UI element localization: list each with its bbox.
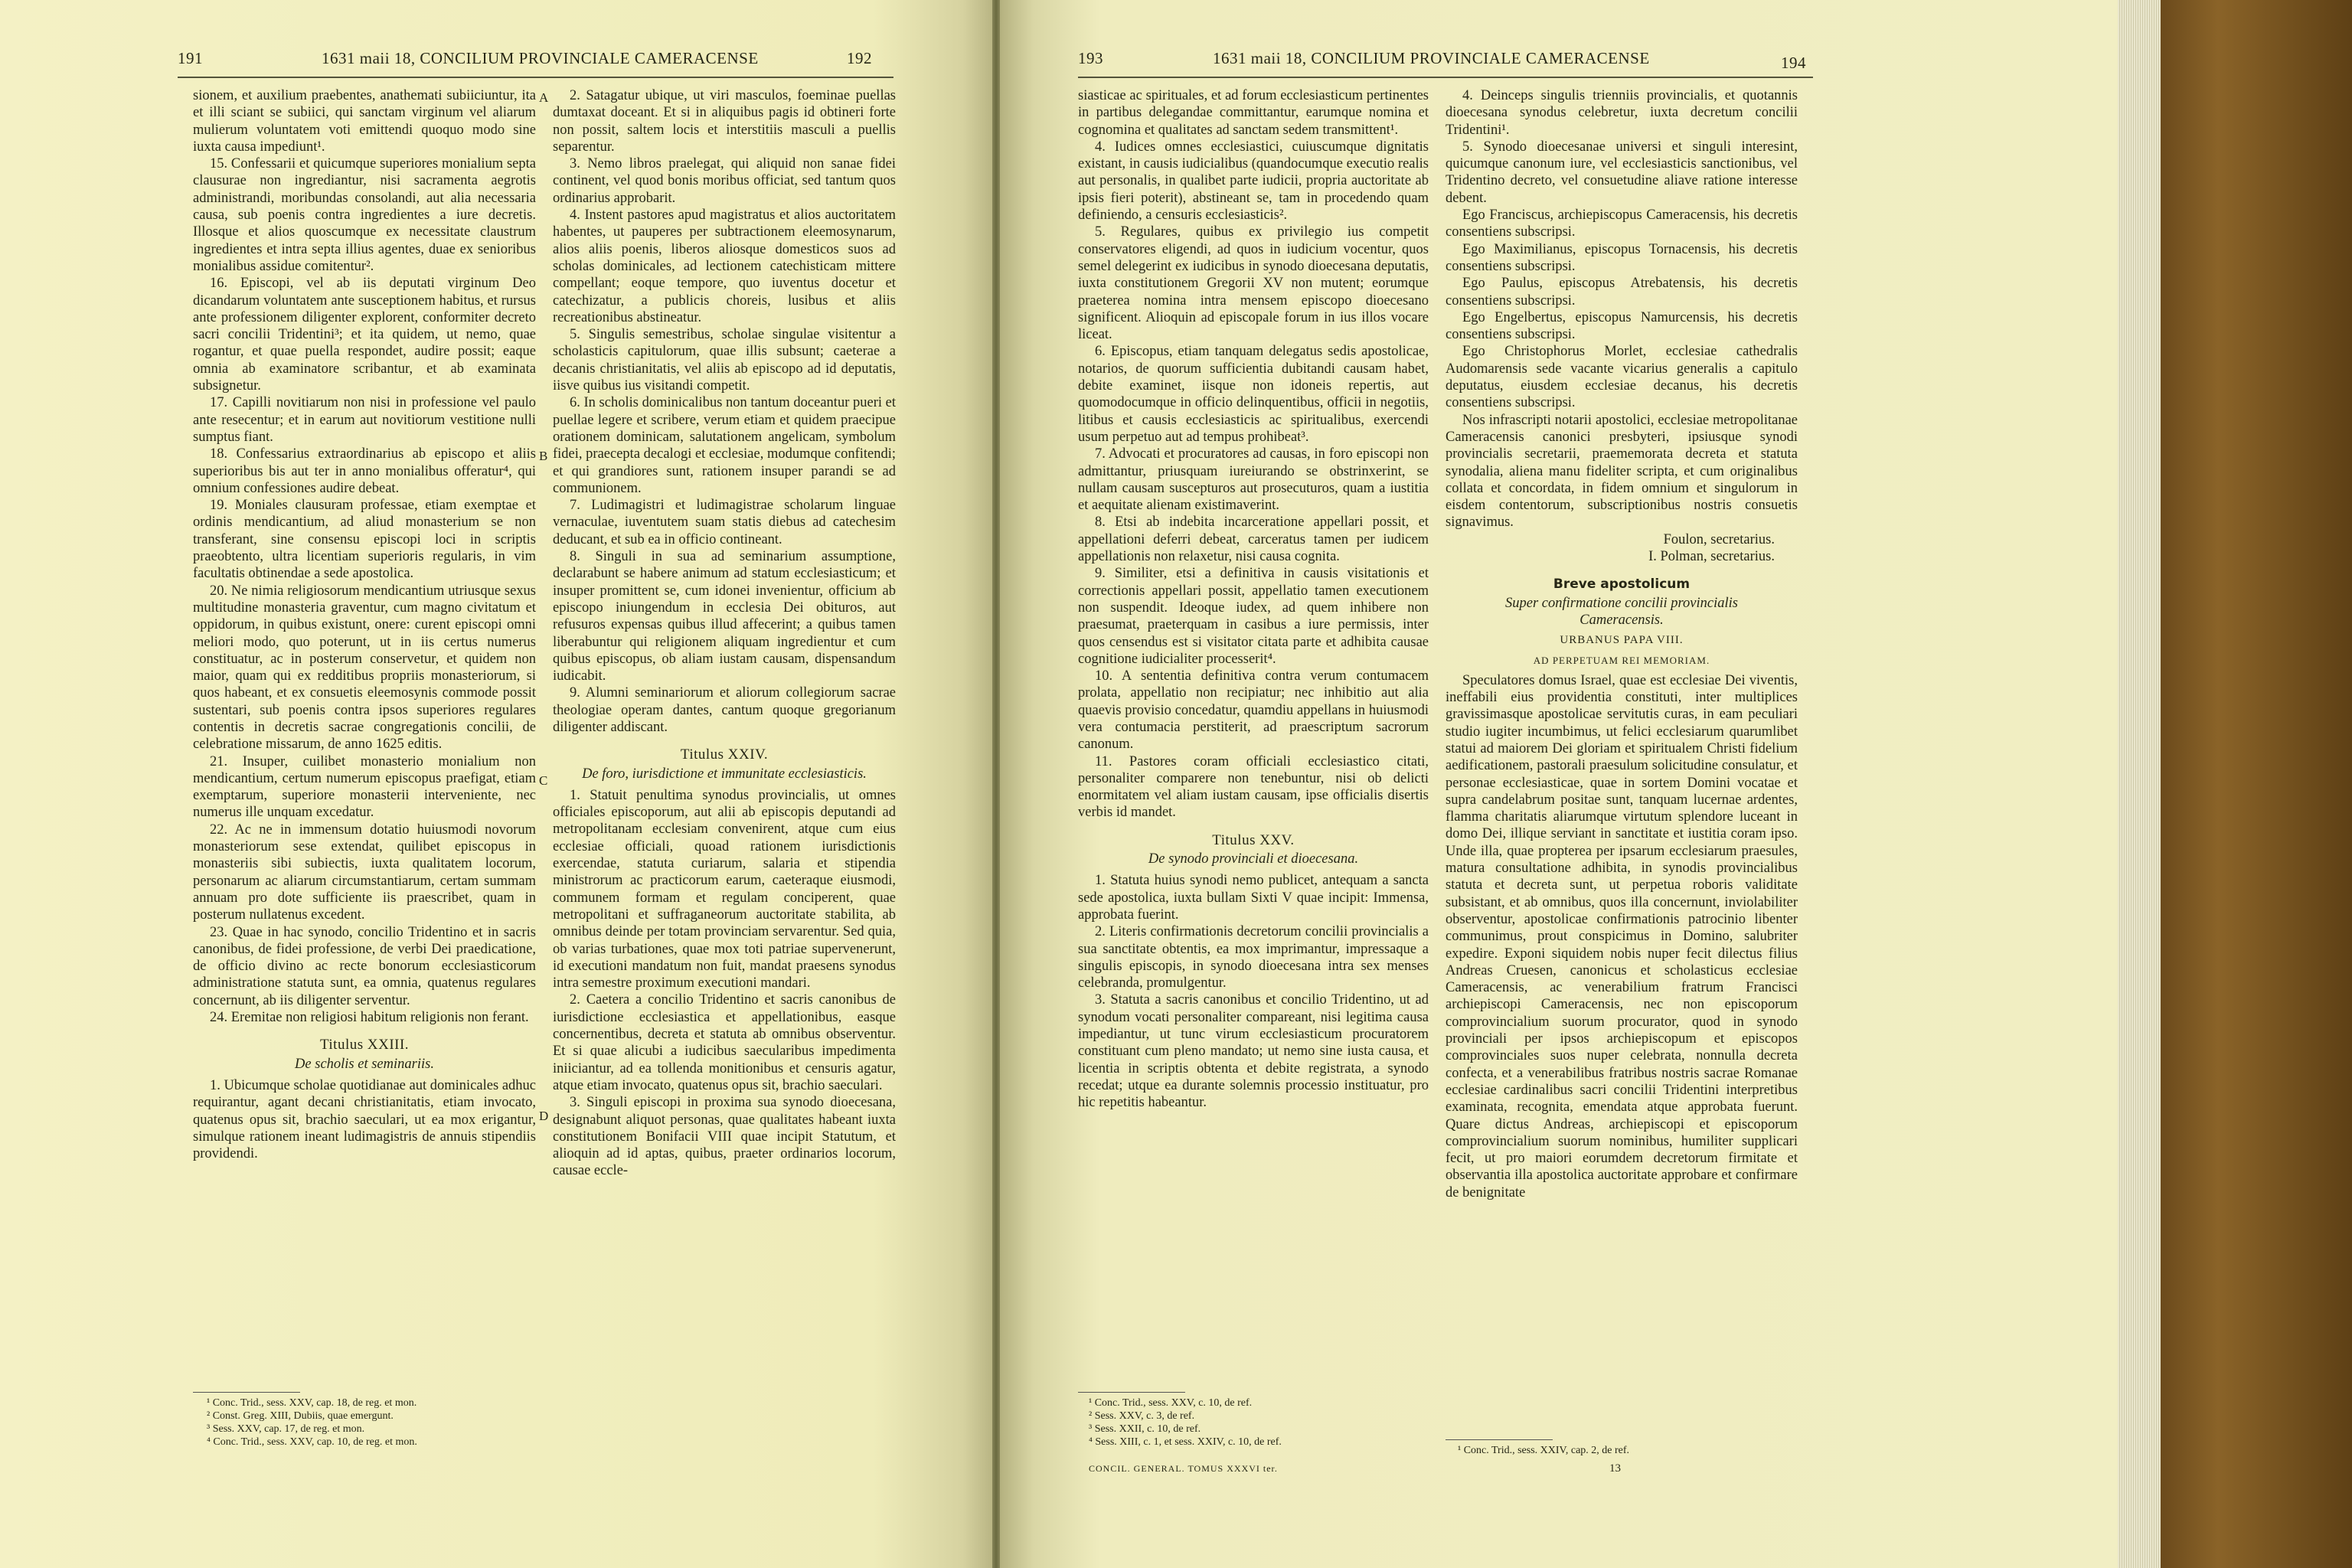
header-rule [178, 77, 893, 78]
footnote: ³ Sess. XXV, cap. 17, de reg. et mon. [207, 1423, 365, 1435]
footnote: ¹ Conc. Trid., sess. XXIV, cap. 2, de ref. [1458, 1445, 1630, 1456]
paragraph: Nos infrascripti notarii apostolici, ecclesiae metropolitanae Cameracensis canonici presbyteri, ipsiusque synodi provincialis secretarii, praememorata decreta et statuta synodalia, aliena manu fideliter scripta, et cum originalibus collata et concordata, in fidem omnium et singulorum in eisdem contentorum, subscriptionibus nostris consuetis signavimus. [1446, 412, 1798, 531]
margin-letter-b: B [539, 449, 548, 463]
paragraph: 4. Deinceps singulis trienniis provincialis, et quotannis dioecesana synodus celebretur, iuxta decretum concilii Tridentini¹. [1446, 88, 1798, 138]
paragraph: sionem, et auxilium praebentes, anathemati subiiciuntur, ita et illi sciant se subiici, qui sanctam virginum vel aliarum mulierum voluntatem voti emittendi quoquo modo sine iuxta causa impediunt¹. [193, 88, 536, 155]
breve-heading: Breve apostolicum [1553, 577, 1690, 593]
footnote: ⁴ Conc. Trid., sess. XXV, cap. 10, de reg. et mon. [207, 1436, 417, 1448]
signature-foulon: Foulon, secretarius. [1663, 531, 1775, 547]
footnote-rule-right-2 [1446, 1439, 1553, 1440]
paragraph: 9. Similiter, etsi a definitiva in causis visitationis et correctionis appellari possit, appellatio tamen executionem non suspendit. Ideoque iudex, ad quem inhibere non praesumat, praeterquam in casibus a iure permissis, inter quos censendus est si visitator citata parte et adhibita causae cognitione iudicialiter processerit⁴. [1078, 566, 1429, 667]
page-edges [2118, 0, 2161, 1568]
paragraph: Ego Maximilianus, episcopus Tornacensis, his decretis consentiens subscripsi. [1446, 241, 1798, 274]
running-header-left [0, 49, 992, 75]
paragraph: 9. Alumni seminariorum et aliorum collegiorum sacrae theologiae operam dantes, cantum quoque gregorianum diligenter addiscant. [553, 685, 896, 735]
memoriam-line: AD PERPETUAM REI MEMORIAM. [1533, 654, 1710, 666]
footnote: ² Sess. XXV, c. 3, de ref. [1089, 1410, 1195, 1422]
column-2-tail [553, 787, 896, 1180]
paragraph: 5. Regulares, quibus ex privilegio ius competit conservatores eligendi, ad quos in iudicium vocentur, quos semel delegerint ex iudicibus in synodo dioecesana deputatis, iuxta constitutionem Gregorii XV non mutent; eorumque praeterea nomina intra mensem episcopo dioecesano significent. Alioquin ad episcopale forum in ius illos vocare liceat. [1078, 224, 1429, 343]
column-3-body [1078, 87, 1429, 822]
paragraph: 19. Moniales clausuram professae, etiam exemptae et ordinis mendicantium, ad aliud monasterium se non transferant, sine consensu episcopi loci in scriptis praeobtento, ultra licentiam superioris regularis, in vim facultatis obtinendae a sede apostolica. [193, 498, 536, 582]
footnote: ³ Sess. XXII, c. 10, de ref. [1089, 1423, 1201, 1435]
paragraph: 11. Pastores coram officiali ecclesiastico citati, personaliter comparere non tenebuntur, nisi ob delicti enormitatem vel aliam iustam causam, ipse officialis disertis verbis id mandet. [1078, 753, 1429, 821]
sheet-number: 13 [1609, 1462, 1621, 1475]
paragraph: Ego Franciscus, archiepiscopus Cameracensis, his decretis consentiens subscripsi. [1446, 207, 1798, 240]
column-1-tail [193, 1077, 536, 1162]
paragraph: 8. Etsi ab indebita incarceratione appellari possit, et appellationi deferri debeat, carceratus tamen per iudicem appellationis non relaxetur, nisi causa cognita. [1078, 514, 1429, 565]
paragraph: siasticae ac spirituales, et ad forum ecclesiasticum pertinentes in partibus delegandae committantur, earumque nomina et cognomina et qualitates ad sanctam sedem transmittent¹. [1078, 88, 1429, 138]
margin-letter-d: D [539, 1109, 549, 1123]
left-page [0, 0, 992, 1568]
column-1-body [193, 87, 536, 1026]
paragraph: 3. Statuta a sacris canonibus et concilio Tridentino, ut ad synodum vocati personaliter compareant, nisi legitima causa impediantur, ut tunc virum ecclesiasticum procuratorem constituant cum pleno mandato; ut nemo sine iusta causa, et licentia in scriptis obtenta et debite registrata, a synodo recedat; utque ea durante solemnis processio instituatur, pro hic repetitis habeantur. [1078, 992, 1429, 1111]
footnote: ⁴ Sess. XIII, c. 1, et sess. XXIV, c. 10, de ref. [1089, 1436, 1282, 1448]
margin-letter-c: C [539, 773, 548, 788]
title-xxiv: Titulus XXIV. [680, 746, 769, 763]
paragraph: Ego Christophorus Morlet, ecclesiae cathedralis Audomarensis sede vacante vicarius generalis a capitulo deputatus, eiusdem ecclesiae decanus, his decretis consentiens subscripsi. [1446, 344, 1798, 411]
text-column-4 [1446, 87, 1798, 1201]
paragraph: 6. Episcopus, etiam tanquam delegatus sedis apostolicae, notarios, de quorum sufficientia dubitandi causam habet, debite examinet, iisque non idoneis repertis, aut quomodocumque in officio delinquentibus, officii in negotiis, litibus et causis ecclesiasticis ac spiritualibus, exercendi usum perpetuo aut ad tempus prohibeat³. [1078, 344, 1429, 445]
paragraph: 2. Literis confirmationis decretorum concilii provincialis a sua sanctitate obtentis, ea mox imprimantur, impressaque a singulis episcopis, in synodo dioecesana intra sex menses celebranda, promulgentur. [1078, 924, 1429, 991]
paragraph: 3. Singuli episcopi in proxima sua synodo dioecesana, designabunt aliquot personas, quae qualitates habeant iuxta constitutionem Bonifacii VIII quae incipit Statutum, et alioquin ad id aptas, quibus, praeter ordinarios locorum, causae eccle- [553, 1095, 896, 1179]
running-title: 1631 maii 18, CONCILIUM PROVINCIALE CAMERACENSE [322, 49, 759, 67]
paragraph: 7. Ludimagistri et ludimagistrae scholarum linguae vernaculae, iuventutem suam statis diebus ad catechesim deducant, et sub ea in officio contineant. [553, 498, 896, 547]
paragraph: 2. Satagatur ubique, ut viri masculos, foeminae puellas dumtaxat doceant. Et si in aliquibus pagis id obtineri forte non possit, saltem locis et interstitiis masculi a puellis separentur. [553, 88, 896, 155]
paragraph: 22. Ac ne in immensum dotatio huiusmodi novorum monasteriorum sese extendat, quilibet episcopus in monasteriis sibi subiectis, iuxta qualitatem locorum, personarum ac aliarum circumstantiarum, certam summam annuam pro dote sufficiente iis praescribet, quam in posterum nullatenus excedent. [193, 822, 536, 923]
paragraph: 4. Iudices omnes ecclesiastici, cuiuscumque dignitatis existant, in causis iudicialibus (quandocumque executio realis aut personalis, in qualibet parte iudicii, propria auctoritate ab ipsis fieri poterit), abstineant se, tam in procedendo quam definiendo, a censuris ecclesiasticis². [1078, 139, 1429, 224]
column-4-tail [1446, 672, 1798, 1201]
breve-subtitle-1: Super confirmatione concilii provincialis [1504, 595, 1738, 611]
title-xxv: Titulus XXV. [1212, 831, 1295, 848]
paragraph: 5. Singulis semestribus, scholae singulae visitentur a scholasticis capitulorum, quae illis subsunt; caeterae a decanis christianitatis, vel aliis ab episcopo ad id deputatis, iisve quibus ius visitandi competit. [553, 327, 896, 394]
paragraph: 3. Nemo libros praelegat, qui aliquid non sanae fidei continent, vel quod bonis moribus officiat, sed tantum quos ordinarius approbarit. [553, 156, 896, 206]
paragraph: 21. Insuper, cuilibet monasterio monialium non mendicantium, certum numerum episcopus praefigat, etiam exemptarum, superiore monasterii interveniente, nec numerus ille unquam excedatur. [193, 753, 536, 821]
header-rule-right [1078, 77, 1813, 78]
footnote-rule-right [1078, 1392, 1185, 1393]
subtitle-xxiii: De scholis et seminariis. [295, 1056, 434, 1072]
volume-signature: CONCIL. GENERAL. TOMUS XXXVI ter. [1089, 1463, 1278, 1474]
footnote: ¹ Conc. Trid., sess. XXV, cap. 18, de reg. et mon. [207, 1397, 417, 1409]
page-number-192: 192 [847, 49, 872, 67]
breve-subtitle-2: Cameracensis. [1579, 612, 1664, 628]
paragraph: 16. Episcopi, vel ab iis deputati virginum Deo dicandarum voluntatem ante susceptionem habitus, et rursus ante professionem diligenter explorent, conformiter decreto sacri concilii Tridentini³; et ita quidem, ut nemo, quae rogantur, et quae puella respondet, audire possit; eaque omnia ab examinatore scribantur, et ab examinata subsignetur. [193, 276, 536, 394]
paragraph: 20. Ne nimia religiosorum mendicantium utriusque sexus multitudine monasteria graventur, cum magno civitatum et oppidorum, in quibus existunt, onere: curent episcopi omni meliori modo, quo poterunt, ut in iis certus numerus constituatur, ac in posterum conservetur, et quidem non maior, quam qui ex redditibus propriis monasteriorum, si quos habeant, et ex consuetis eleemosynis commode possit sustentari, sub poenis contra ipsos superiores regulares contentis in decretis sacrae congregationis concilii, de celebratione missarum, de anno 1625 editis. [193, 583, 536, 753]
paragraph: 23. Quae in hac synodo, concilio Tridentino et in sacris canonibus, de fidei professione, de verbi Dei praedicatione, de officio divino ac recte bonorum ecclesiasticorum administratione statuta sunt, ea omnia, quatenus regulares concernunt, ab iis diligenter serventur. [193, 924, 536, 1008]
paragraph: 15. Confessarii et quicumque superiores monialium septa clausurae non ingrediantur, nisi sacramenta aegrotis administrandi, moribundas consolandi, aut alia necessaria causa, sub poenis contra ingredientes a iure decretis. Illosque et alios quoscumque ex necessitate claustrum ingredientes et intra septa illius agentes, duae ex senioribus monialibus assidue comitentur². [193, 156, 536, 274]
text-column-3 [1078, 87, 1429, 1112]
paragraph: Speculatores domus Israel, quae est ecclesiae Dei viventis, ineffabili eius providentia constituti, inter multiplices gravissimasque apostolicae servitutis curas, in eam peculiari studio iugiter incumbimus, ut felici ecclesiarum quarumlibet statui ad maiorem Dei gloriam et spiritualem Christi fidelium aedificationem, pastorali praesulum solicitudine consulatur, et personae ecclesiasticae, quae in sortem Domini vocatae et supra candelabrum positae sunt, tanquam lucernae ardentes, flamma charitatis aliarumque virtutum splendore luceant in domo Dei, illique serviant in sanctitate et iustitia coram ipso. Unde illa, quae propterea per ipsarum ecclesiarum praesules, matura consultatione adhibita, in synodis provincialibus statuta et decreta sunt, ut perpetua roboris validitate subsistant, et ab omnibus, quos illa concernunt, inviolabiliter observentur, apostolicae confirmationis patrocinio libenter communimus, prout conspicimus in Domino, salubriter expedire. Exponi siquidem nobis nuper fecit dilectus filius Andreas Cruesen, canonicus et scholasticus ecclesiae Cameracensis, ac venerabilium fratrum Francisci archiepiscopi Cameracensis, nec non episcoporum comprovincialium suorum procurator, quod in synodo provinciali per ipsos archiepiscopum et episcopos comprovinciales suos nuper celebrata, nonnulla decreta confecta, et a venerabilibus fratribus nostris sacrae Romanae ecclesiae cardinalibus sacri concilii Tridentini interpretibus examinata, recognita, emendata atque approbata fuerunt. Quare dictus Andreas, archiepiscopi et episcoporum comprovincialium suorum nominibus, humiliter supplicari fecit, ut pro maiori eorumdem decretorum firmitate et observantia illa apostolica auctoritate approbare et confirmare de benignitate [1446, 672, 1798, 1200]
paragraph: Ego Paulus, episcopus Atrebatensis, his decretis consentiens subscripsi. [1446, 276, 1798, 309]
signature-polman: I. Polman, secretarius. [1648, 549, 1775, 565]
footnotes-right [1089, 1396, 1426, 1449]
footnote-rule [193, 1392, 300, 1393]
paragraph: 18. Confessarius extraordinarius ab episcopo et aliis superioribus bis aut ter in anno monialibus offeratur⁴, qui omnium confessiones audire debeat. [193, 446, 536, 496]
paragraph: 4. Instent pastores apud magistratus et alios auctoritatem habentes, ut pauperes per subtractionem eleemosynarum, alios aliis poenis, liberos aliosque domesticos suos ad scholas dominicales, ad lectionem catechisticam mittere compellant; eoque tempore, quo iuventus docetur et catechizatur, a publicis choreis, lusibus et aliis recreationibus abstineatur. [553, 207, 896, 325]
paragraph: 10. A sententia definitiva contra verum contumacem prolata, appellatio non recipiatur; nec inhibitio aut alia quaevis provisio concedatur, quamdiu appellans in huiusmodi vera contumacia perstiterit, ad praescriptum sacrorum canonum. [1078, 668, 1429, 753]
right-page [1000, 0, 2118, 1568]
column-3-tail [1078, 872, 1429, 1111]
paragraph: 1. Ubicumque scholae quotidianae aut dominicales adhuc requirantur, agant decani christianitatis, etiam invocato, quatenus opus sit, brachio saeculari, ut ea mox erigantur, simulque rationem ineant ludimagistris de annuis stipendiis providendi. [193, 1077, 536, 1162]
paragraph: 7. Advocati et procuratores ad causas, in foro episcopi non admittantur, priusquam iureiurando se obstrinxerint, se nullam causam suscepturos aut prosecuturos, quam a iustitia et aequitate alienam existimaverint. [1078, 446, 1429, 514]
paragraph: 24. Eremitae non religiosi habitum religionis non ferant. [210, 1010, 529, 1026]
paragraph: 5. Synodo dioecesanae universi et singuli interesint, quicumque canonum iure, vel ecclesiasticis sanctionibus, vel Tridentino decreto, vel consuetudine aliave ratione interesse debent. [1446, 139, 1798, 206]
subtitle-xxv: De synodo provinciali et dioecesana. [1148, 851, 1359, 867]
column-4-body [1446, 87, 1798, 531]
footnotes-right-2 [1458, 1444, 1795, 1457]
paragraph: 1. Statuta huius synodi nemo publicet, antequam a sancta sede apostolica, iuxta bullam Sixti V quae incipit: Immensa, approbata fuerint. [1078, 873, 1429, 923]
page-number-193: 193 [1078, 49, 1103, 67]
subtitle-xxiv: De foro, iurisdictione et immunitate ecclesiasticis. [582, 766, 867, 782]
paragraph: 1. Statuit penultima synodus provincialis, ut omnes officiales episcoporum, aut alii ab episcopis deputandi ad metropolitanam ecclesiam convenirent, atque cum eius ecclesiae officiali, quoad rationem iurisdictionis exercendae, statuta curiarum, salaria et stipendia ministrorum ac practicorum earum, caeteraque eiusmodi, communem formam et regulam conciperent, quae metropolitani et suffraganeorum auctoritate stabilita, ab omnibus deinde per totam provinciam servarentur. Sed quia, ob varias turbationes, quae mox toti patriae supervenerunt, id executioni mandatum non fuit, mandat praesens synodus intra semestre proximum executioni mandari. [553, 787, 896, 991]
paragraph: 6. In scholis dominicalibus non tantum doceantur pueri et puellae legere et scribere, verum etiam et quidem praecipue orationem dominicam, salutationem angelicam, symbolum fidei, praecepta decalogi et ecclesiae, modumque confitendi; et qui grandiores sunt, rationem insuper parandi se ad communionem. [553, 395, 896, 496]
book-cover [2161, 0, 2352, 1568]
paragraph: 17. Capilli novitiarum non nisi in professione vel paulo ante resecentur; et in earum aut novitiorum vestitione nulli sumptus fiant. [193, 395, 536, 445]
text-column-1 [193, 87, 536, 1162]
paragraph: 2. Caetera a concilio Tridentino et sacris canonibus de iurisdictione ecclesiastica et appellationibus, easque concernentibus, decreta et statuta ab omnibus observentur. Et si quae alicubi a iudicibus saecularibus impedimenta iniiciantur, ad ea tollenda monitionibus et censuris agatur, atque etiam invocato, quatenus opus sit, brachio saeculari. [553, 992, 896, 1093]
running-header-right [1000, 49, 2118, 75]
footnote: ² Const. Greg. XIII, Dubiis, quae emergunt. [207, 1410, 394, 1422]
footnotes-left [207, 1396, 528, 1449]
column-2-body [553, 87, 896, 736]
pope-name: URBANUS PAPA VIII. [1560, 634, 1684, 647]
page-number-194: 194 [1781, 54, 1806, 72]
paragraph: 8. Singuli in sua ad seminarium assumptione, declarabunt se habere animum ad statum ecclesiasticum; et insuper promittent se, cum idonei invenientur, officium ab episcopo iniungendum in ecclesia Dei obituros, aut refusuros expensas quibus illud affecerint; a quibus tamen liberabuntur qui religionem aliquam ingredientur et cum quibus episcopus, ob aliam iustam causam, dispensandum iudicabit. [553, 549, 896, 684]
paragraph: Ego Engelbertus, episcopus Namurcensis, his decretis consentiens subscripsi. [1446, 309, 1798, 343]
page-number-191: 191 [178, 49, 203, 67]
margin-letter-a: A [539, 90, 549, 105]
text-column-2 [553, 87, 896, 1180]
running-title-right: 1631 maii 18, CONCILIUM PROVINCIALE CAMERACENSE [1213, 49, 1650, 67]
title-xxiii: Titulus XXIII. [319, 1037, 410, 1054]
footnote: ¹ Conc. Trid., sess. XXV, c. 10, de ref. [1089, 1397, 1253, 1409]
